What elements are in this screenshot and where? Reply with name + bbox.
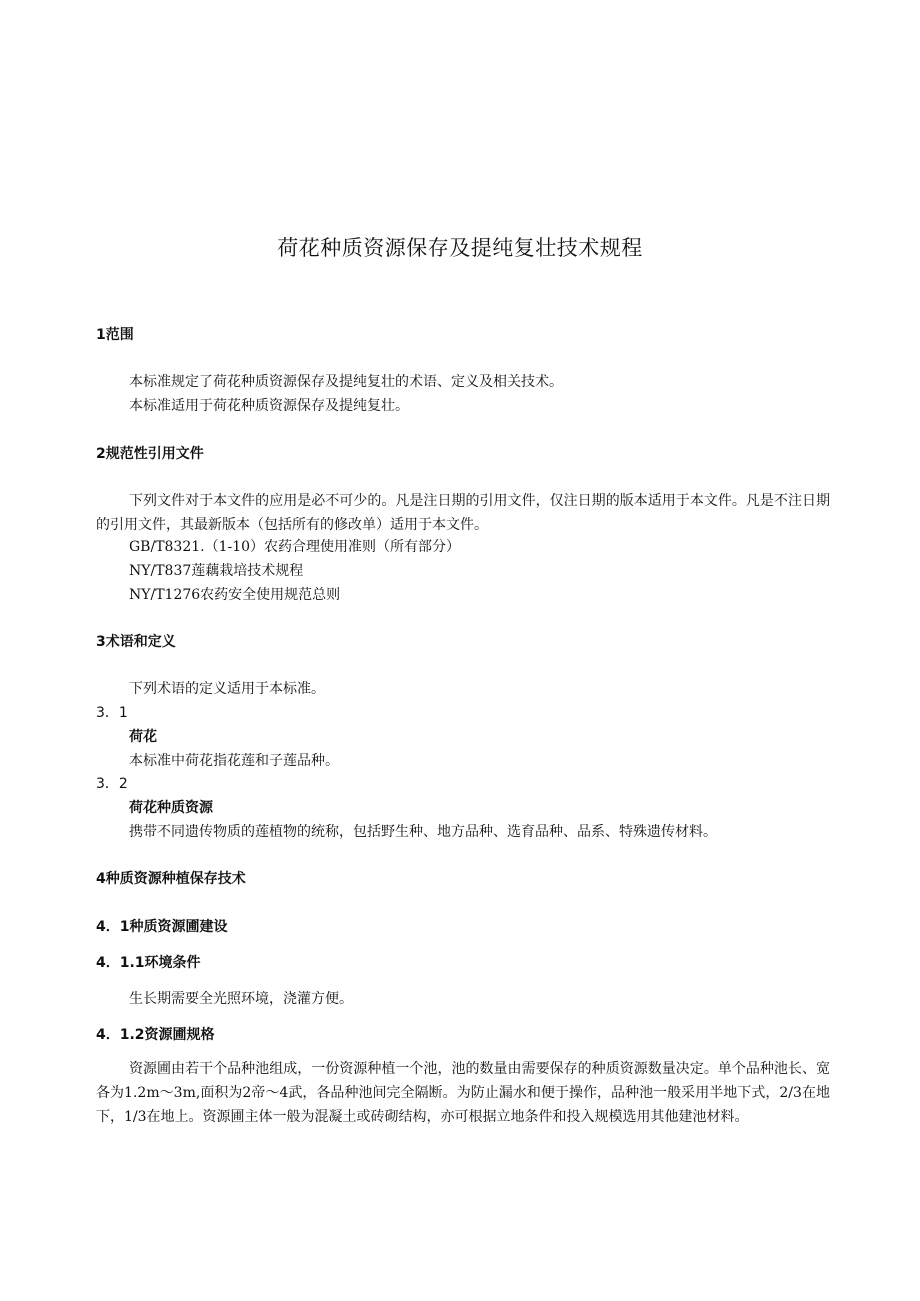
- section-1-paragraph-1: 本标准规定了荷花种质资源保存及提纯复壮的术语、定义及相关技术。: [129, 374, 563, 390]
- subsection-4-1-2-text: 资源圃由若干个品种池组成，一份资源种植一个池，池的数量由需要保存的种质资源数量决定。单个品种池长、宽各为1.2m～3m,面积为2帝～4武，各品种池间完全隔断。为防止漏水和便于操作，品种池一般采用半地下式，2/3在地下，1/3在地上。资源圃主体一般为混凝土或砖砌结构，亦可根据立地条件和投入规模选用其他建池材料。: [96, 1061, 830, 1125]
- term-definition-germplasm: 携带不同遗传物质的莲植物的统称，包括野生种、地方品种、选育品种、品系、特殊遗传材料。: [129, 824, 717, 840]
- reference-item-1: GB/T8321.（1-10）农药合理使用准则（所有部分）: [129, 539, 461, 555]
- section-2-intro: 下列文件对于本文件的应用是必不可少的。凡是注日期的引用文件，仅注日期的版本适用于本文件。凡是不注日期的引用文件，其最新版本（包括所有的修改单）适用于本文件。: [96, 493, 830, 533]
- subsection-4-1-heading: 4．1种质资源圃建设: [96, 919, 228, 935]
- section-3-heading: 3术语和定义: [96, 634, 176, 650]
- section-1-heading: 1范围: [96, 327, 134, 343]
- section-3-intro: 下列术语的定义适用于本标准。: [129, 681, 325, 697]
- term-number-3-1: 3．1: [96, 705, 128, 721]
- section-2-heading: 2规范性引用文件: [96, 446, 204, 462]
- document-title: 荷花种质资源保存及提纯复壮技术规程: [277, 236, 643, 260]
- subsection-4-1-1-text: 生长期需要全光照环境，浇灌方便。: [129, 991, 353, 1007]
- term-number-3-2: 3．2: [96, 776, 128, 792]
- reference-item-2: NY/T837莲藕栽培技术规程: [129, 563, 304, 579]
- section-1-paragraph-2: 本标准适用于荷花种质资源保存及提纯复壮。: [129, 398, 409, 414]
- term-name-lotus: 荷花: [129, 729, 157, 745]
- subsection-4-1-1-heading: 4．1.1环境条件: [96, 955, 201, 971]
- subsection-4-1-2-heading: 4．1.2资源圃规格: [96, 1027, 215, 1043]
- section-4-heading: 4种质资源种植保存技术: [96, 871, 246, 887]
- term-definition-lotus: 本标准中荷花指花莲和子莲品种。: [129, 753, 339, 769]
- reference-item-3: NY/T1276农药安全使用规范总则: [129, 587, 341, 603]
- term-name-germplasm: 荷花种质资源: [129, 800, 213, 816]
